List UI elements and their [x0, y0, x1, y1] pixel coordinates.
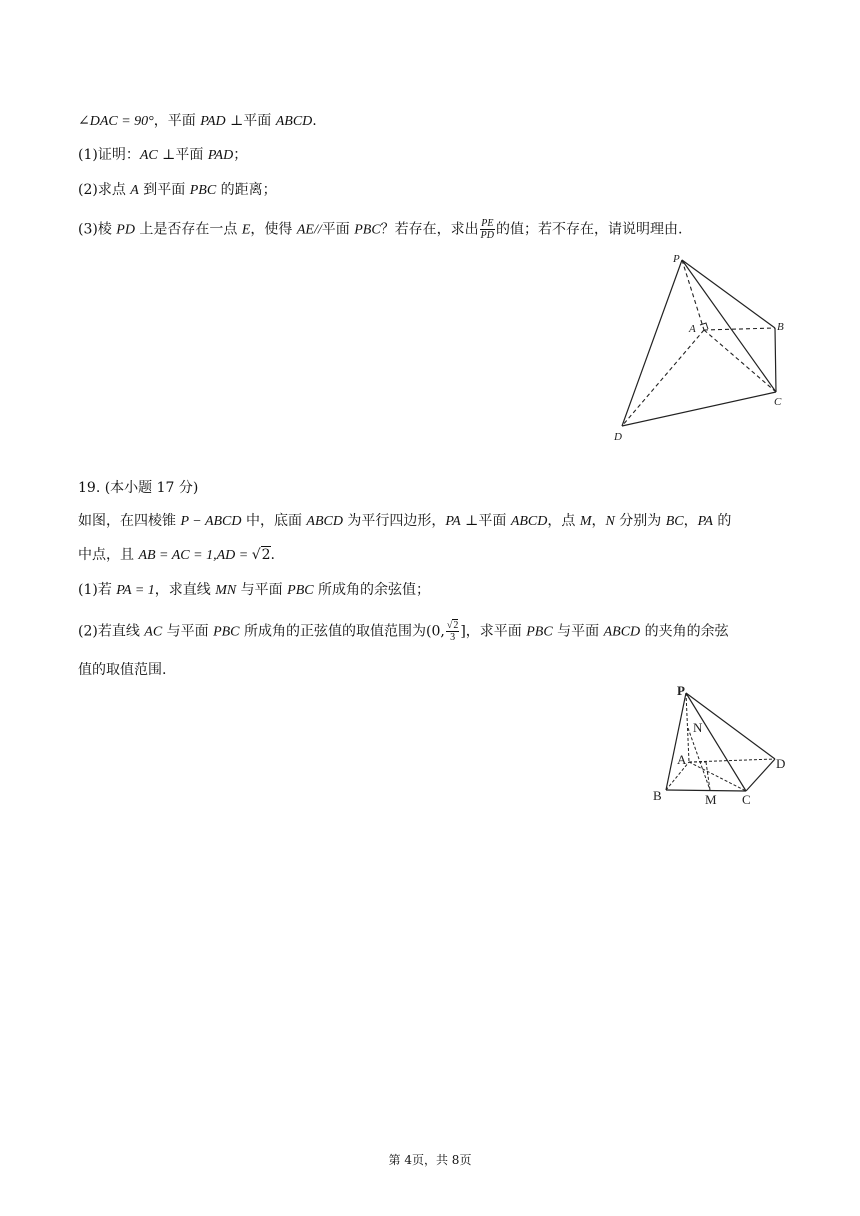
q18-part2: (2)求点 A 到平面 PBC 的距离；: [78, 182, 277, 198]
edge-pd: [622, 260, 682, 426]
edge-cd: [746, 759, 775, 791]
q19-part1: (1)若 PA = 1，求直线 MN 与平面 PBC 所成角的余弦值；: [78, 582, 431, 598]
q19-line1: 如图，在四棱锥 P − ABCD 中，底面 ABCD 为平行四边形，PA ⊥平面 ABCD，点 M，N 分别为 BC，PA 的: [78, 513, 732, 529]
q18-part1: (1)证明：AC ⊥平面 PAD；: [78, 147, 248, 163]
label-b: B: [777, 321, 784, 333]
angle-dac: ∠DAC = 90°: [78, 114, 154, 129]
fraction-sqrt2-over-3: $\frac{√2}{3}$: [446, 620, 459, 643]
label-b: B: [653, 788, 662, 803]
label-a: A: [689, 323, 696, 335]
q19-pyramid-figure: [645, 680, 795, 810]
edge-pb: [666, 693, 686, 790]
label-p: P: [673, 253, 680, 265]
label-d: D: [614, 431, 622, 443]
right-angle-mark: [700, 323, 708, 329]
page-footer: 第 4页，共 8页: [388, 1153, 472, 1167]
edge-pa-hidden: [686, 693, 689, 762]
edge-ac-hidden: [704, 330, 776, 392]
q19-last-line: 值的取值范围.: [78, 662, 167, 678]
label-m: M: [705, 792, 717, 807]
segment-nm-hidden: [688, 728, 710, 790]
q19-heading: 19. (本小题 17 分): [78, 480, 199, 496]
sqrt-2: 2: [261, 547, 271, 563]
label-p: P: [677, 683, 685, 698]
edge-bc: [775, 328, 776, 392]
q18-pyramid-figure: [605, 250, 805, 450]
edge-pb: [682, 260, 775, 328]
edge-dc: [622, 392, 776, 426]
edge-pc: [686, 693, 746, 791]
label-a: A: [677, 752, 687, 767]
edge-ad-hidden: [622, 330, 704, 426]
label-c: C: [774, 396, 782, 408]
edge-ab-hidden: [704, 328, 775, 330]
q18-condition-line: ∠DAC = 90°，平面 PAD ⊥平面 ABCD.: [78, 113, 317, 129]
label-c: C: [742, 792, 751, 807]
edge-pa-hidden: [682, 260, 704, 330]
q18-part3: (3)棱 PD 上是否存在一点 E，使得 AE//平面 PBC？若存在，求出 $\frac{PE}{PD}$ 的值；若不存在，请说明理由.: [78, 218, 683, 241]
label-n: N: [693, 720, 703, 735]
fraction-pe-pd: $\frac{PE}{PD}$: [480, 218, 495, 241]
q19-line2: 中点，且 AB = AC = 1,AD = √2.: [78, 547, 275, 563]
edge-bc: [666, 790, 746, 791]
edge-pc: [682, 260, 776, 392]
label-d: D: [776, 756, 786, 771]
q19-part2: (2)若直线 AC 与平面 PBC 所成角的正弦值的取值范围为(0, $\frac{√2}{3}$ ]，求平面 PBC 与平面 ABCD 的夹角的余弦: [78, 620, 729, 643]
